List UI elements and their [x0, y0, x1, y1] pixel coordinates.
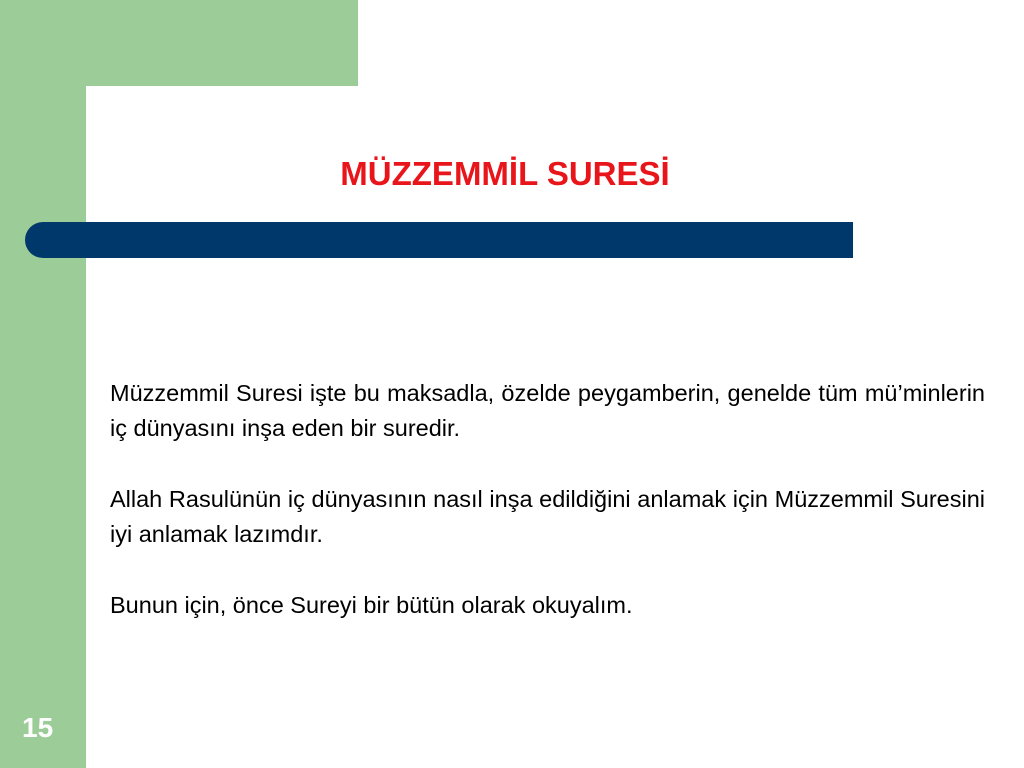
slide-title: MÜZZEMMİL SURESİ — [340, 155, 670, 192]
left-green-band — [0, 0, 86, 768]
top-green-band — [0, 0, 358, 86]
paragraph: Bunun için, önce Sureyi bir bütün olarak okuyalım. — [110, 592, 633, 618]
content-panel-corner — [86, 86, 146, 146]
slide-body — [110, 376, 985, 659]
slide-number: 15 — [22, 712, 54, 743]
paragraph: Allah Rasulünün iç dünyasının nasıl inşa edildiğini anlamak için Müzzemmil Suresini iyi anlamak lazımdır. — [110, 486, 985, 547]
paragraph: Müzzemmil Suresi işte bu maksadla, özelde peygamberin, genelde tüm mü’minlerin iç dünyasını inşa eden bir suredir. — [110, 380, 985, 441]
title-accent-bar — [25, 222, 853, 258]
